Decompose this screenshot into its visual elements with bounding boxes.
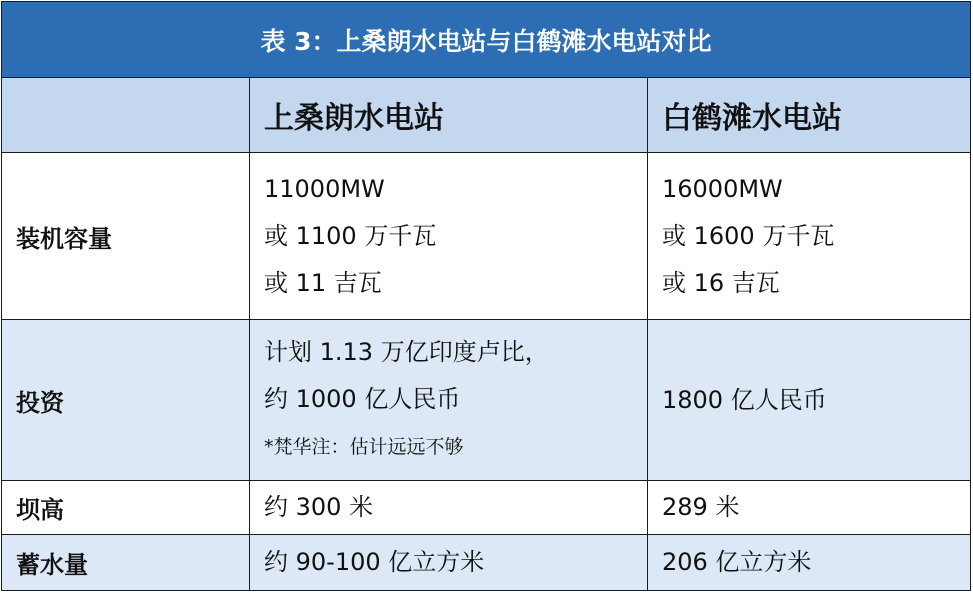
table-row-storage xyxy=(2,535,971,591)
header-shangsanglang: 上桑朗水电站 xyxy=(250,78,648,153)
capacity-shangsanglang xyxy=(250,153,648,320)
row-label-dam-height: 坝高 xyxy=(2,481,250,535)
comparison-table-container xyxy=(1,1,970,590)
row-label-capacity: 装机容量 xyxy=(2,153,250,320)
value-line: 约 90-100 亿立方米 xyxy=(264,548,485,576)
investment-baihetan xyxy=(648,320,971,481)
dam-height-baihetan xyxy=(648,481,971,535)
table-row-capacity xyxy=(2,153,971,320)
value-line: 或 11 吉瓦 xyxy=(264,268,382,297)
dam-height-shangsanglang xyxy=(250,481,648,535)
table-row-dam-height xyxy=(2,481,971,535)
value-line: 11000MW xyxy=(264,174,385,203)
storage-shangsanglang xyxy=(250,535,648,591)
table-row-investment xyxy=(2,320,971,481)
editor-note: *梵华注：估计远远不够 xyxy=(264,436,464,458)
row-label-storage: 蓄水量 xyxy=(2,535,250,591)
header-empty-cell xyxy=(2,78,250,153)
header-baihetan: 白鹤滩水电站 xyxy=(648,78,971,153)
capacity-baihetan xyxy=(648,153,971,320)
comparison-table xyxy=(1,1,971,591)
value-line: 计划 1.13 万亿印度卢比， xyxy=(264,338,549,366)
storage-baihetan xyxy=(648,535,971,591)
value-line: 约 300 米 xyxy=(264,493,374,521)
row-label-investment: 投资 xyxy=(2,320,250,481)
value-line: 1800 亿人民币 xyxy=(662,385,827,414)
value-line: 16000MW xyxy=(662,174,783,203)
value-line: 或 1600 万千瓦 xyxy=(662,221,835,250)
value-line: 或 1100 万千瓦 xyxy=(264,221,437,250)
header-row xyxy=(2,78,971,153)
value-line: 206 亿立方米 xyxy=(662,548,812,576)
value-line: 或 16 吉瓦 xyxy=(662,268,780,297)
value-line: 约 1000 亿人民币 xyxy=(264,385,461,413)
title-row xyxy=(2,2,971,78)
table-title: 表 3：上桑朗水电站与白鹤滩水电站对比 xyxy=(2,2,971,78)
investment-shangsanglang xyxy=(250,320,648,481)
value-line: 289 米 xyxy=(662,493,740,521)
